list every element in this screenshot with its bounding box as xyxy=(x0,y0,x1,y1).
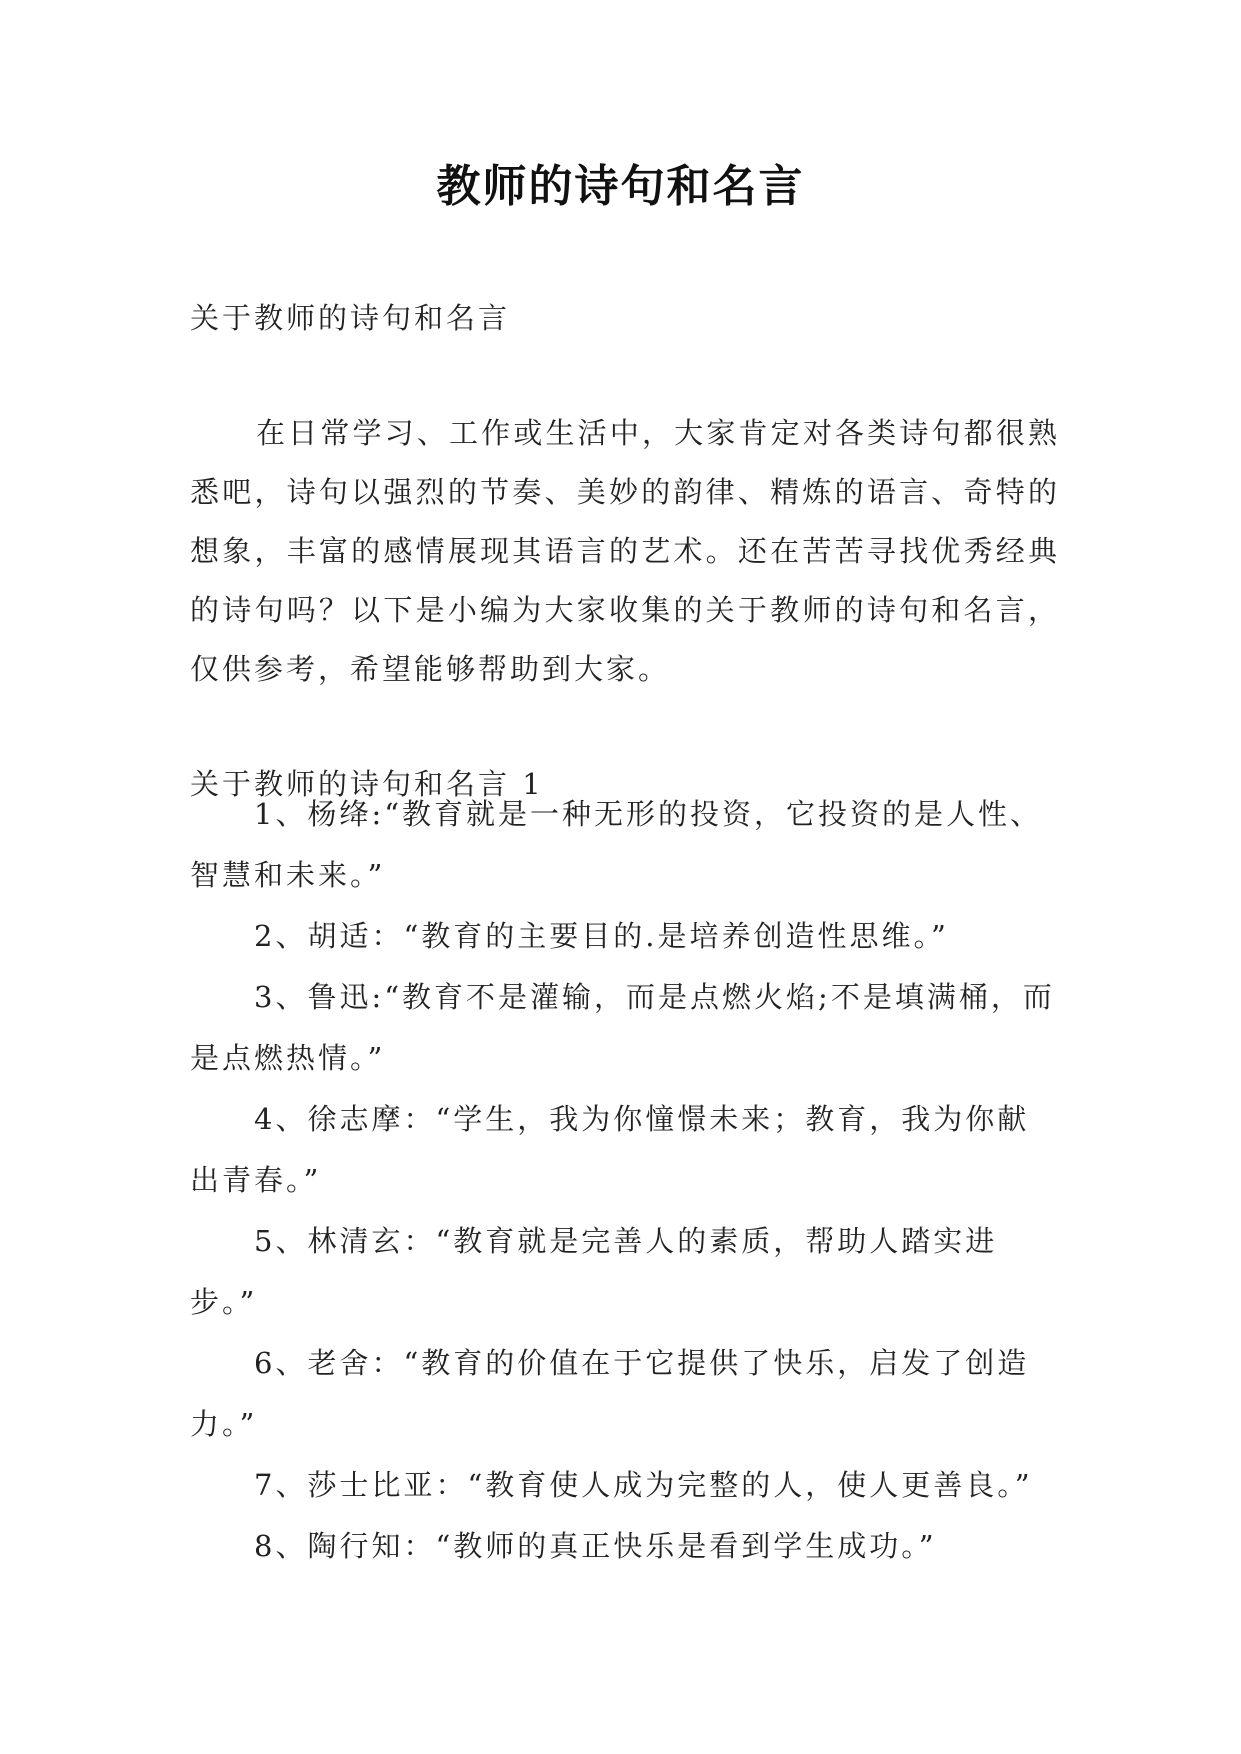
section-heading: 关于教师的诗句和名言 1 xyxy=(190,767,544,801)
quote-item: 6、老舍：“教育的价值在于它提供了快乐，启发了创造力。” xyxy=(190,1346,1030,1441)
quote-item: 5、林清玄：“教育就是完善人的素质，帮助人踏实进步。” xyxy=(190,1224,998,1319)
document-subtitle: 关于教师的诗句和名言 xyxy=(190,301,511,335)
quote-item: 3、鲁迅:“教育不是灌输，而是点燃火焰;不是填满桶，而是点燃热情。” xyxy=(190,980,1055,1075)
quote-item: 1、杨绛:“教育就是一种无形的投资，它投资的是人性、智慧和未来。” xyxy=(190,797,1043,892)
quote-list xyxy=(190,784,1060,1577)
quote-item: 4、徐志摩：“学生，我为你憧憬未来；教育，我为你献出青春。” xyxy=(190,1102,1030,1197)
quote-item: 7、莎士比亚：“教育使人成为完整的人，使人更善良。” xyxy=(254,1468,1033,1502)
quote-item: 8、陶行知：“教师的真正快乐是看到学生成功。” xyxy=(254,1529,937,1563)
document-title: 教师的诗句和名言 xyxy=(436,161,805,212)
quote-item: 2、胡适：“教育的主要目的.是培养创造性思维。” xyxy=(254,919,949,953)
intro-paragraph: 在日常学习、工作或生活中，大家肯定对各类诗句都很熟悉吧，诗句以强烈的节奏、美妙的韵律、精炼的语言、奇特的想象，丰富的感情展现其语言的艺术。还在苦苦寻找优秀经典的诗句吗？以下是小编为大家收集的关于教师的诗句和名言，仅供参考，希望能够帮助到大家。 xyxy=(190,416,1060,686)
